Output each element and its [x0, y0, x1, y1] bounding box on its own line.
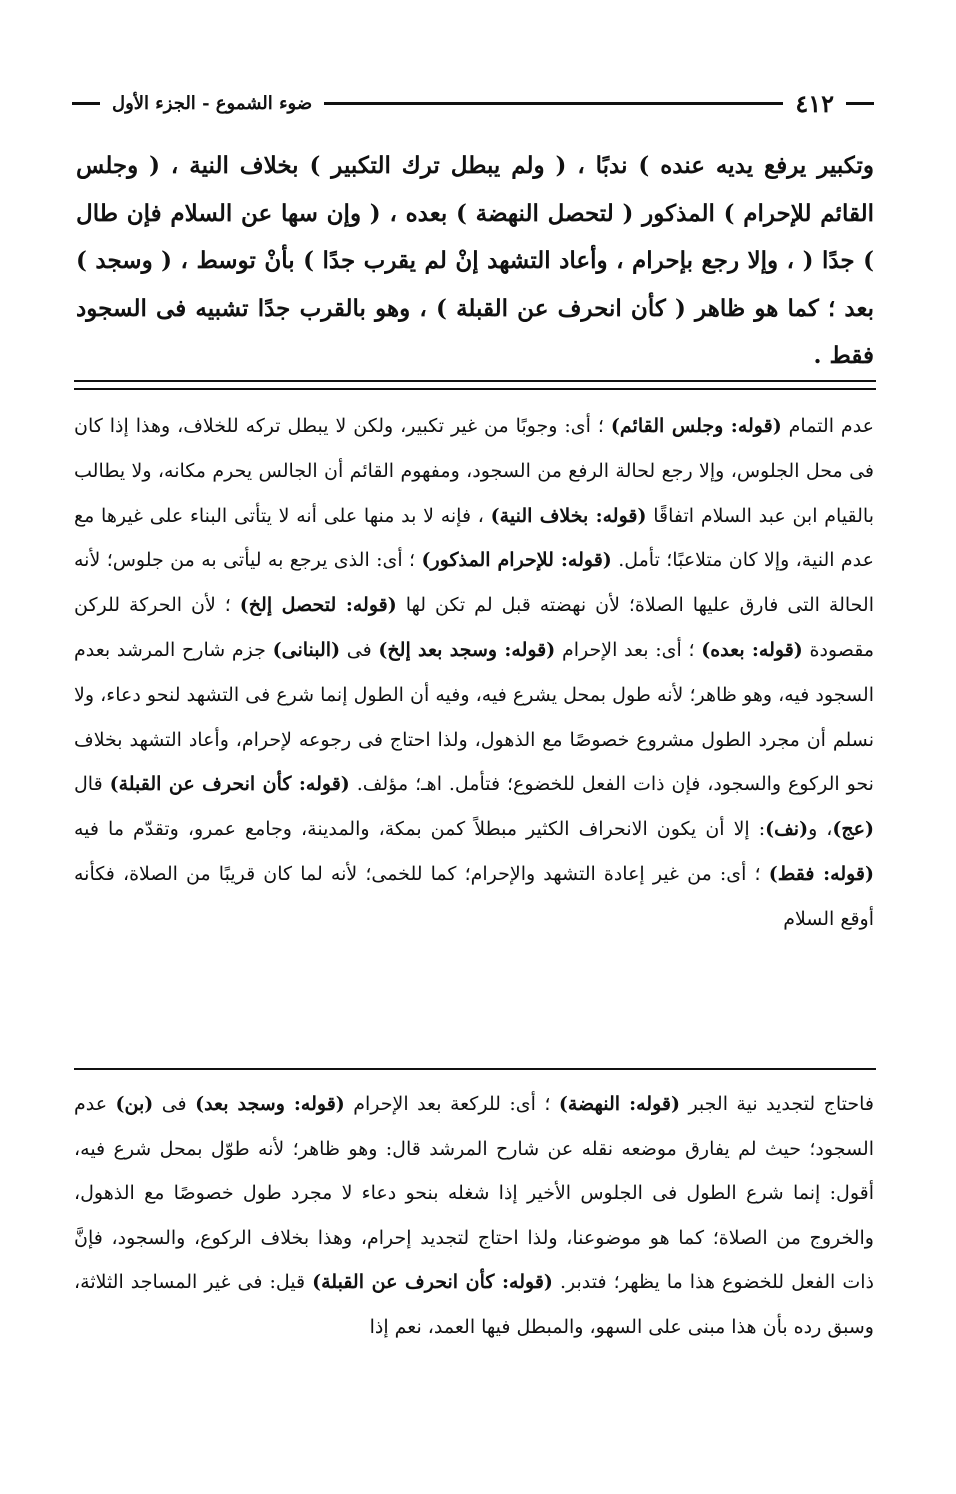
gloss-lemma: (قوله: وجلس القائم) [610, 415, 782, 437]
page-header [72, 86, 874, 120]
text: عدم التمام [788, 415, 875, 437]
header-dash-right [846, 102, 874, 105]
main-text: وتكبير يرفع يديه عنده ) ندبًا ، ( ولم يبطل ترك التكبير ) بخلاف النية ، ( وجلس القائم للإحرام ) المذكور ( لتحصل النهضة ) بعده ، ( وإن سها عن السلام فإن طال ) جدًا ( ، وإلا رجع بإحرام ، وأعاد التشهد إنْ لم يقرب جدًا ) بأنْ توسط ، ( وسجد ) بعد ؛ كما هو ظاهر ( كأن انحرف عن القبلة ) ، وهو بالقرب جدًا تشبيه فى السجود فقط . [76, 152, 874, 370]
text: قال [74, 773, 103, 796]
text: ، و [808, 818, 833, 841]
double-divider [74, 380, 876, 390]
commentary-section-2 [74, 1082, 874, 1349]
gloss-source: (البنانى) [272, 638, 341, 661]
gloss-lemma: (قوله: فقط) [768, 862, 874, 885]
book-title: ضوء الشموع - الجزء الأول [112, 92, 313, 114]
gloss-lemma: (قوله: للإحرام المذكور) [421, 549, 612, 572]
single-divider [74, 1068, 876, 1070]
header-rule [324, 102, 783, 105]
gloss-lemma: (قوله: وسجد بعد) [195, 1093, 345, 1115]
header-dash-left [72, 102, 100, 105]
gloss-lemma: (قوله: وسجد بعد إلخ) [378, 638, 556, 661]
text: : إلا أن يكون الانحراف الكثير مبطلاً كمن بمكة، والمدينة، وجامع عمرو، وتقدّم ما فيه [74, 818, 766, 841]
text: قيل: فى غير المساجد الثلاثة، وسبق رده بأن هذا مبنى على السهو، والمبطل فيها العمد، نعم إذا [74, 1271, 874, 1338]
gloss-source: (بن) [115, 1093, 154, 1115]
gloss-source: (نف) [765, 818, 809, 841]
page-number: ٤١٢ [795, 88, 834, 118]
gloss-lemma: (قوله: النهضة) [558, 1093, 680, 1115]
gloss-source: (عج) [832, 818, 874, 841]
text: فى [346, 638, 372, 661]
text: جزم شارح المرشد بعدم السجود فيه، وهو ظاهر؛ لأنه طول بمحل يشرع فيه، وفيه أن الطول إنما شرع فى التشهد لنحو دعاء، ولا نسلم أن مجرد الطول مشروع خصوصًا مع الذهول، ولذا احتاج فى رجوعه لإحرام، وأعاد التشهد بخلاف نحو الركوع والسجود، فإن ذات الفعل للخضوع؛ فتأمل. اهـ؛ مؤلف. [74, 638, 874, 796]
gloss-lemma: (قوله: كأن انحرف عن القبلة) [312, 1271, 553, 1293]
text: ؛ أى: للركعة بعد الإحرام [353, 1093, 551, 1115]
gloss-lemma: (قوله: لتحصل إلخ) [239, 594, 397, 617]
gloss-lemma: (قوله: كأن انحرف عن القبلة) [109, 773, 350, 796]
text: ؛ أى: بعد الإحرام [561, 638, 695, 661]
text: ؛ لأن الحركة للركن مقصودة [74, 594, 874, 661]
commentary-section [74, 404, 874, 942]
text: عدم السجود؛ حيث لم يفارق موضعه نقله عن شارح المرشد قال: وهو ظاهر؛ لأنه طوّل بمحل شرع فيه، أقول: إنما شرع الطول فى الجلوس الأخير إذا شغله بنحو دعاء لا مجرد طول خصوصًا مع الذهول، والخروج من الصلاة؛ كما هو موضوعنا، ولذا احتاج لتجديد إحرام، وهذا بخلاف الركوع، والسجود، فإنَّ ذات الفعل للخضوع هذا ما يظهر؛ فتدبر. [74, 1093, 874, 1293]
text: فاحتاج لتجديد نية الجبر [688, 1093, 874, 1115]
text: فى [161, 1093, 187, 1115]
text: ؛ أى: وجوبًا من غير تكبير، ولكن لا يبطل تركه للخلاف، وهذا إذا كان فى محل الجلوس، وإلا رجع لحالة الرفع من السجود، ومفهوم القائم أن الجالس يحرم مكانه، ولا يطالب بالقيام ابن عبد السلام اتفاقًا [74, 415, 875, 527]
text: ؛ أى: من غير إعادة التشهد والإحرام؛ كما للخمى؛ لأنه لما كان قريبًا من الصلاة، فكأنه أوقع السلام [74, 862, 874, 930]
text: ، فإنه لا بد منها على أنه لا يتأتى البناء على غيرها مع عدم النية، وإلا كان متلاعبًا؛ تأمل. [74, 504, 874, 572]
gloss-lemma: (قوله: بخلاف النية) [490, 504, 647, 527]
gloss-lemma: (قوله: بعده) [701, 638, 803, 661]
text: ؛ أى: الذى يرجع به ليأتى به من جلوس؛ لأنه الحالة التى فارق عليها الصلاة؛ لأن نهضته قبل لم تكن لها [74, 549, 875, 617]
